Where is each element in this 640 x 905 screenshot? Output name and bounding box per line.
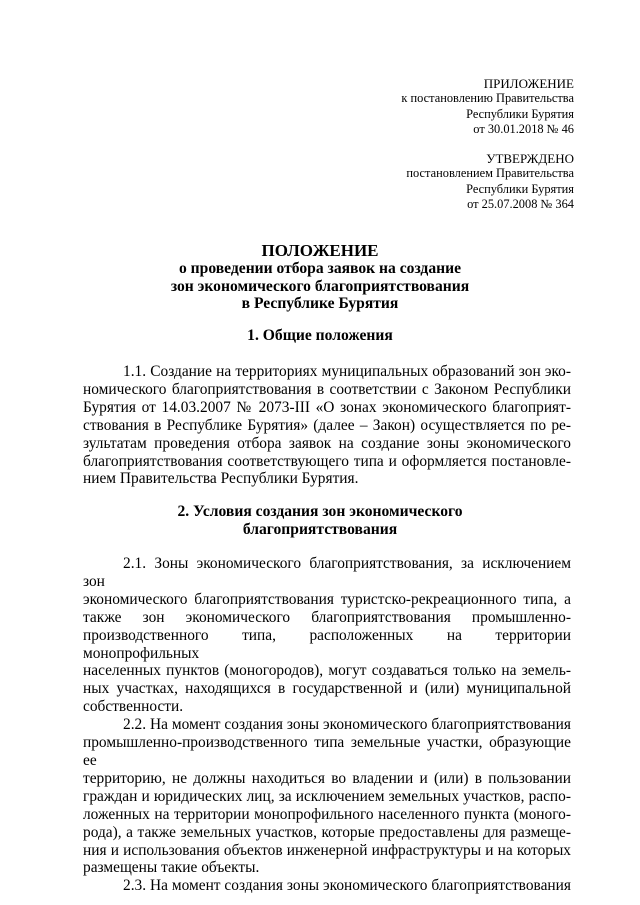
section-2-body — [83, 555, 571, 895]
text-line: ложенных на территории монопрофильного населенного пункта (моного- — [83, 805, 571, 823]
text-line: 2.3. На момент создания зоны экономического благоприятствования — [123, 877, 571, 895]
approved-line-1: постановлением Правительства — [406, 166, 574, 181]
text-line: ных участках, находящихся в государственной и (или) муниципальной — [83, 680, 571, 698]
appendix-line-3: от 30.01.2018 № 46 — [473, 121, 574, 136]
text-line: промышленно-производственного типа земельные участки, образующие ее — [83, 734, 571, 769]
text-line: экономического благоприятствования туристско-рекреационного типа, а — [83, 590, 571, 608]
section-2-heading-line-1: 2. Условия создания зон экономического — [177, 503, 463, 520]
section-1-heading: 1. Общие положения — [247, 327, 393, 344]
title-line-1: о проведении отбора заявок на создание — [178, 259, 462, 277]
title-main: ПОЛОЖЕНИЕ — [261, 241, 379, 260]
text-line: производственного типа, расположенных на территории монопрофильных — [83, 626, 571, 662]
section-2-heading — [0, 503, 640, 539]
text-line: 2.1. Зоны экономического благоприятствования, за исключением зон — [83, 555, 571, 590]
section-2-heading-line-2: благоприятствования — [242, 521, 398, 538]
text-line: 1.1. Создание на территориях муниципальных образований зон эко- — [123, 363, 571, 380]
text-line: 2.2. На момент создания зоны экономического благоприятствования — [123, 716, 571, 734]
text-line: зультатам проведения отбора заявок на создание зоны экономического — [83, 434, 571, 452]
text-line: размещены такие объекты. — [83, 859, 260, 877]
appendix-line-1: к постановлению Правительства — [401, 91, 574, 106]
text-line: также зон экономического благоприятствования промышленно- — [83, 608, 571, 626]
text-line: территорию, не должны находиться во владении и (или) в пользовании — [83, 769, 571, 787]
text-line: нием Правительства Республики Бурятия. — [83, 470, 359, 488]
text-line: благоприятствования соответствующего типа и оформляется постановле- — [83, 452, 571, 470]
text-line: собственности. — [83, 698, 184, 716]
approved-label: УТВЕРЖДЕНО — [486, 151, 574, 166]
approved-stamp — [406, 151, 574, 212]
document-title — [0, 242, 640, 313]
text-line: граждан и юридических лиц, за исключением земельных участков, распо- — [83, 787, 571, 805]
title-line-2: зон экономического благоприятствования — [170, 277, 470, 295]
section-1-body — [83, 363, 571, 488]
text-line: населенных пунктов (моногородов), могут создаваться только на земель- — [83, 662, 571, 680]
text-line: рода), а также земельных участков, которые предоставлены для размеще- — [83, 823, 571, 841]
approved-line-3: от 25.07.2008 № 364 — [467, 196, 574, 211]
approved-line-2: Республики Бурятия — [466, 181, 574, 196]
text-line: Бурятия от 14.03.2007 № 2073-III «О зонах экономического благоприят- — [83, 398, 571, 416]
appendix-stamp — [401, 76, 574, 137]
text-line: номического благоприятствования в соответствии с Законом Республики — [83, 380, 571, 398]
title-line-3: в Республике Бурятия — [241, 295, 399, 313]
appendix-line-2: Республики Бурятия — [466, 106, 574, 121]
appendix-label: ПРИЛОЖЕНИЕ — [483, 76, 574, 91]
text-line: ния и использования объектов инженерной инфраструктуры и на которых — [83, 841, 571, 859]
text-line: ствования в Республике Бурятия» (далее – Закон) осуществляется по ре- — [83, 416, 571, 434]
